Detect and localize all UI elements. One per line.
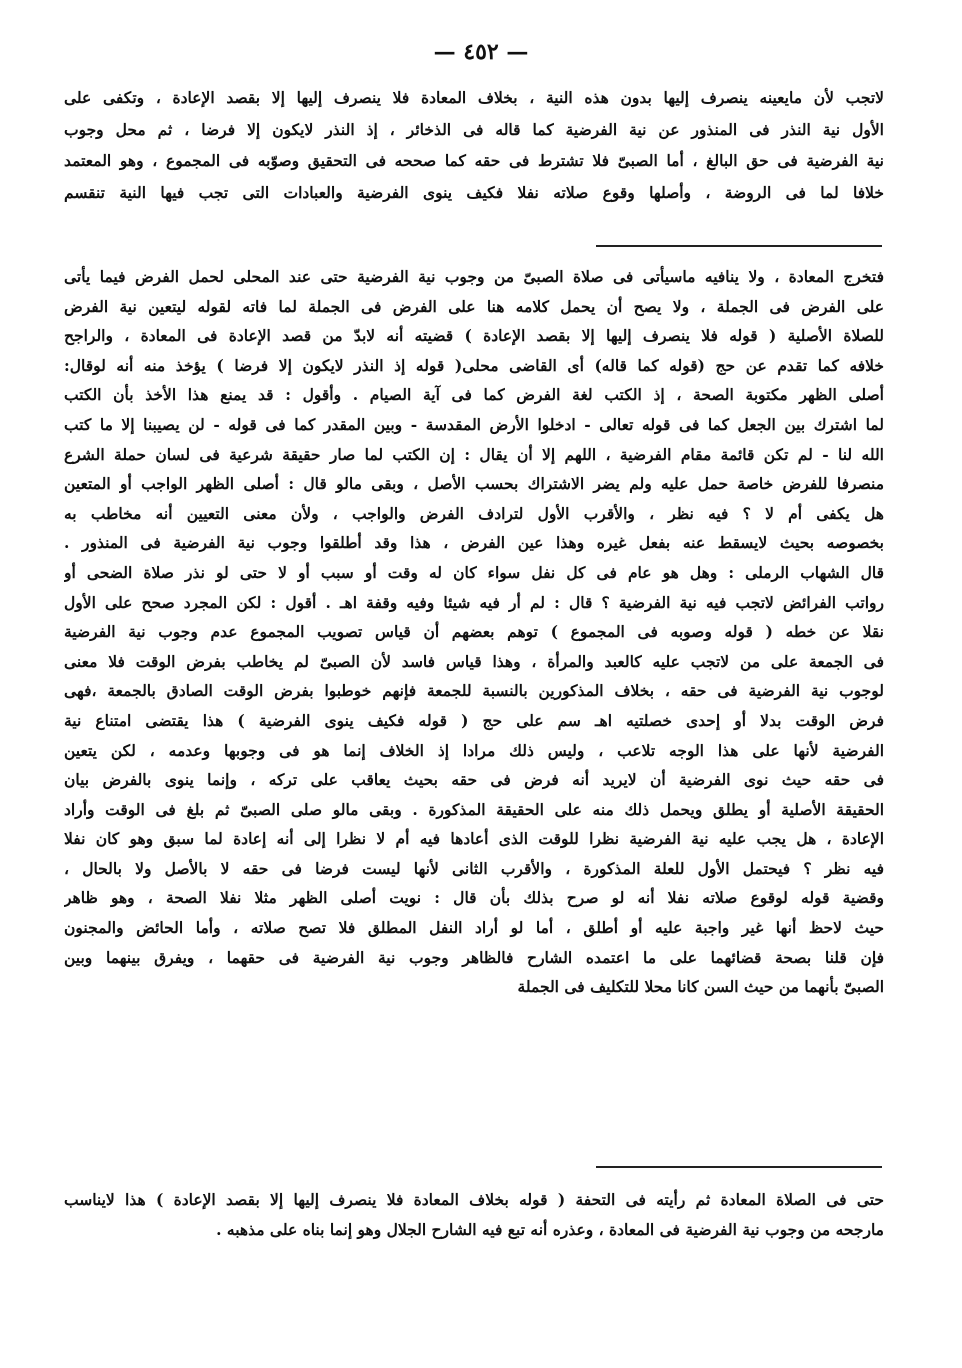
text-line: على الفرض فى الجملة ، ولا يصح أن يحمل كلامه هنا على الفرض فى الجملة لما فاته لقوله ليتعين نية الفرض <box>64 296 884 316</box>
text-line: فإن قلنا بصحة قضائهما على ما اعتمده الشارح فالظاهر وجوب نية الفرضية فى حقهما ، ويفرق بينهما وبين <box>64 947 884 967</box>
text-line: هل يكفى أم لا ؟ فيه نظر ، والأقرب الأول لترادف الفرض والواجب ، ولأن معنى التعيين أنه مخاطب به <box>64 503 884 523</box>
text-line: بخصوصه بحيث لايسقط عنه بفعل غيره وهذا عين الفرض ، هذا وقد أطلقوا وجوب نية الفرضية فى المنذور . <box>64 533 884 553</box>
text-line: الإعادة ، هل يجب عليه نية الفرضية نظرا للوقت الذى أعادها فيه أم لا نظرا إلى أنه إعادة لما سبق وهو كان نفلا <box>64 829 884 849</box>
text-line: خلافا لما فى الروضة ، وأصلها وقوع صلاته نفلا فكيف ينوى الفرضية والعبادات التى تجب فيها النية تنقسم <box>64 182 884 202</box>
text-line: الأول نية النذر فى المنذور عن نية الفرضية كما قاله فى الذخائر ، إذ النذر لايكون إلا فرضا ، ثم محل وجوب <box>64 119 884 139</box>
text-line: رواتب الفرائض لاتجب فيه نية الفرضية ؟ قال : لم أر فيه شيئا وفيه وقفة اهـ . أقول : لكن المجرد صحح على الأول <box>64 592 884 612</box>
text-line: للصلاة الأصلية ( قوله فلا ينصرف إليها إلا بقصد الإعادة ) قضيته أنه لابدّ من قصد الإعادة فى المعادة ، والراجح <box>64 326 884 346</box>
main-text-block <box>64 82 884 208</box>
separator-rule <box>596 1166 882 1168</box>
text-line: فى الجمعة على من لاتجب عليه كالعبد والمرأة ، وهذا قياس فاسد لأن الصبىّ لم يخاطب بفرض الوقت فلا معنى <box>64 651 884 671</box>
text-line: الله لنا - لم تكن قائمة مقام الفرضية ، اللهم إلا أن يقال : إن الكتب لما صار حقيقة شرعية فى لسان حملة الشرع <box>64 444 884 464</box>
text-line: لوجوب نية الفرضية فى حقه ، بخلاف المذكورين بالنسبة للجمعة فإنهم خوطبوا بفرض الوقت الصادق بالجمعة ،فهى <box>64 681 884 701</box>
text-line: أصلى الظهر مكتوبة الصحة ، إذ الكتب لغة الفرض كما فى آية الصيام . وأقول : قد يمنع هذا الأخذ بأن الكتب <box>64 385 884 405</box>
text-line: لاتجب لأن مايعينه ينصرف إليها بدون هذه النية ، بخلاف المعادة فلا ينصرف إليها إلا بقصد الإعادة ، وتكفى على <box>64 88 884 107</box>
text-line: لما اشترك بين الجعل كما فى قوله تعالى - ادخلوا الأرض المقدسة - وبين المقدر كما فى قوله - لن يصيبنا إلا ما كتب <box>64 414 884 434</box>
text-line: حتى فى الصلاة المعادة ثم رأيته فى التحفة ( قوله بخلاف المعادة فلا ينصرف إليها إلا بقصد الإعادة ) هذا لايناسب <box>64 1190 884 1209</box>
commentary-block <box>64 262 884 1002</box>
separator-rule <box>596 245 882 247</box>
text-line: قال الشهاب الرملى : وهل هو عام فى كل نفل سواء كان له وقت أو سبب أو لا حتى لو نذر صلاة الضحى أو <box>64 562 884 582</box>
text-line: مارجحه من وجوب نية الفرضية فى المعادة ، وعذره أنه تبع فيه الشارح الجلال وهو إنما بناه على مذهبه . <box>216 1220 884 1239</box>
text-line: نية الفرضية فى حق البالغ ، أما الصبىّ فلا تشترط فى حقه كما صححه فى التحقيق وصوّبه فى المجموع ، وهو المعتمد <box>64 151 884 170</box>
text-line: حيث لاحظ أنها غير واجبة عليه أو أطلق ، أما لو أراد النفل المطلق فلا تصح صلاته ، وأما الحائض والمجنون <box>64 918 884 938</box>
continuation-text-block <box>64 1185 884 1245</box>
page-number: — ٤٥٢ — <box>433 39 529 65</box>
text-line: الصبىّ بأنهما من حيث السن كانا محلا للتكليف فى الجملة <box>517 977 884 997</box>
text-line: وقضية قوله لوقوع صلاته نفلا أنه لو صرح بذلك بأن قال : نويت أصلى الظهر مثلا نفلا الصحة ، وهو ظاهر <box>64 888 884 908</box>
text-line: فيه نظر ؟ فيحتمل الأول للعلة المذكورة ، والأقرب الثانى لأنها ليست فرضا فى حقه لا بالأصل ولا بالحال ، <box>64 858 884 878</box>
text-line: فتخرج المعادة ، ولا ينافيه ماسيأتى فى صلاة الصبىّ من وجوب نية الفرضية حتى عند المحلى لحمل الفرض فيما يأتى <box>64 267 884 286</box>
text-line: الفرضية لأنها على هذا الوجه تلاعب ، وليس ذلك مرادا إذ الخلاف إنما هو فى وجوبها وعدمه ، لكن يتعين <box>64 740 884 760</box>
text-line: فى حقه حيث نوى الفرضية أن لايريد أنه فرض فى حقه بحيث يعاقب على تركه ، وإنما ينوى بالفرض بيان <box>64 770 884 790</box>
text-line: منصرفا للفرض خاصة حمل عليه ولم يضر الاشتراك بحسب الأصل ، وبقى مالو قال : أصلى الظهر الواجب أو المتعين <box>64 474 884 494</box>
text-line: خلافه كما تقدم عن حج (قوله كما قاله) أى القاضى محلى( قوله إذ النذر لايكون إلا فرضا ) يؤخذ منه أنه لوقال: <box>64 355 884 375</box>
text-line: الحقيقة الأصلية أو يطلق ويحمل ذلك منه على الحقيقة المذكورة . وبقى مالو صلى الصبىّ ثم بلغ فى الوقت وأراد <box>64 799 884 819</box>
text-line: نقلا عن خطه ( قوله وصوبه فى المجموع ) توهم بعضهم أن قياس تصويب المجموع عدم وجوب نية الفرضية <box>64 622 884 642</box>
text-line: فرض الوقت بدلا أو إحدى خصلتيه اهـ سم على حج ( قوله فكيف ينوى الفرضية ) هذا يقتضى امتناع نية <box>64 710 884 730</box>
